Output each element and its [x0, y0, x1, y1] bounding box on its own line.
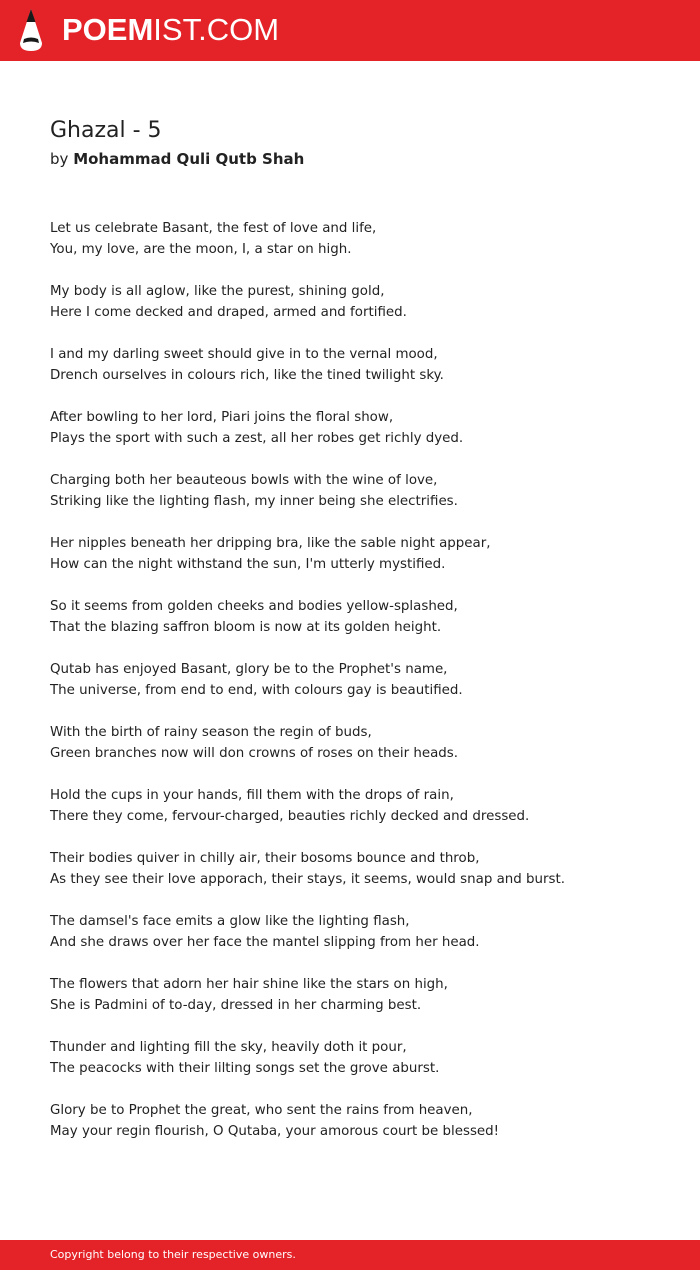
poem-line: I and my darling sweet should give in to the vernal mood, — [50, 347, 438, 362]
stanza-gap — [50, 638, 570, 659]
poem-line: Her nipples beneath her dripping bra, like the sable night appear, — [50, 536, 491, 551]
poem-author: Mohammad Quli Qutb Shah — [73, 150, 305, 168]
stanza-gap — [50, 953, 570, 974]
poem-line: She is Padmini of to-day, dressed in her charming best. — [50, 998, 422, 1013]
poem-line: You, my love, are the moon, I, a star on high. — [50, 242, 352, 257]
poem-line: And she draws over her face the mantel slipping from her head. — [50, 935, 480, 950]
poem-line: Qutab has enjoyed Basant, glory be to the Prophet's name, — [50, 662, 448, 677]
poem-line: The peacocks with their lilting songs set the grove aburst. — [50, 1061, 440, 1076]
poem-line: Charging both her beauteous bowls with the wine of love, — [50, 473, 438, 488]
stanza-gap — [50, 764, 570, 785]
poem-line: The flowers that adorn her hair shine like the stars on high, — [50, 977, 448, 992]
poem-title: Ghazal - 5 — [50, 118, 162, 143]
poem-line: Green branches now will don crowns of roses on their heads. — [50, 746, 459, 761]
poem-line: The universe, from end to end, with colours gay is beautified. — [50, 683, 463, 698]
footer-copyright: Copyright belong to their respective owners. — [50, 1248, 296, 1261]
stanza-gap — [50, 1079, 570, 1100]
poem-line: With the birth of rainy season the regin of buds, — [50, 725, 372, 740]
pencil-tip-icon[interactable] — [18, 9, 44, 51]
poem-line: The damsel's face emits a glow like the lighting flash, — [50, 914, 410, 929]
poem-line: As they see their love apporach, their stays, it seems, would snap and burst. — [50, 872, 565, 887]
poem-line: Hold the cups in your hands, fill them with the drops of rain, — [50, 788, 454, 803]
poem-line: After bowling to her lord, Piari joins the floral show, — [50, 410, 394, 425]
stanza-gap — [50, 323, 570, 344]
stanza-gap — [50, 575, 570, 596]
stanza-gap — [50, 512, 570, 533]
poem-line: Plays the sport with such a zest, all her robes get richly dyed. — [50, 431, 464, 446]
stanza-gap — [50, 827, 570, 848]
poem-line: That the blazing saffron bloom is now at its golden height. — [50, 620, 442, 635]
site-logo[interactable] — [62, 12, 279, 48]
stanza-gap — [50, 890, 570, 911]
logo-thin-text: IST.COM — [153, 12, 280, 47]
stanza-gap — [50, 701, 570, 722]
poem-line: There they come, fervour-charged, beauties richly decked and dressed. — [50, 809, 530, 824]
poem-line: Glory be to Prophet the great, who sent the rains from heaven, — [50, 1103, 473, 1118]
poem-body — [50, 218, 570, 1142]
stanza-gap — [50, 449, 570, 470]
site-footer — [0, 1240, 700, 1270]
poem-line: Their bodies quiver in chilly air, their bosoms bounce and throb, — [50, 851, 480, 866]
poem-line: So it seems from golden cheeks and bodies yellow-splashed, — [50, 599, 458, 614]
site-header — [0, 0, 700, 61]
poem-line: Drench ourselves in colours rich, like the tined twilight sky. — [50, 368, 444, 383]
stanza-gap — [50, 386, 570, 407]
stanza-gap — [50, 1016, 570, 1037]
poem-line: Striking like the lighting flash, my inner being she electrifies. — [50, 494, 458, 509]
poem-line: How can the night withstand the sun, I'm utterly mystified. — [50, 557, 446, 572]
byline-prefix: by — [50, 150, 69, 168]
poem-line: Let us celebrate Basant, the fest of love and life, — [50, 221, 377, 236]
stanza-gap — [50, 260, 570, 281]
logo-bold-text: POEM — [62, 12, 154, 47]
poem-byline — [50, 149, 304, 169]
poem-line: May your regin flourish, O Qutaba, your amorous court be blessed! — [50, 1124, 500, 1139]
poem-line: Thunder and lighting fill the sky, heavily doth it pour, — [50, 1040, 407, 1055]
poem-line: Here I come decked and draped, armed and fortified. — [50, 305, 407, 320]
poem-line: My body is all aglow, like the purest, shining gold, — [50, 284, 385, 299]
